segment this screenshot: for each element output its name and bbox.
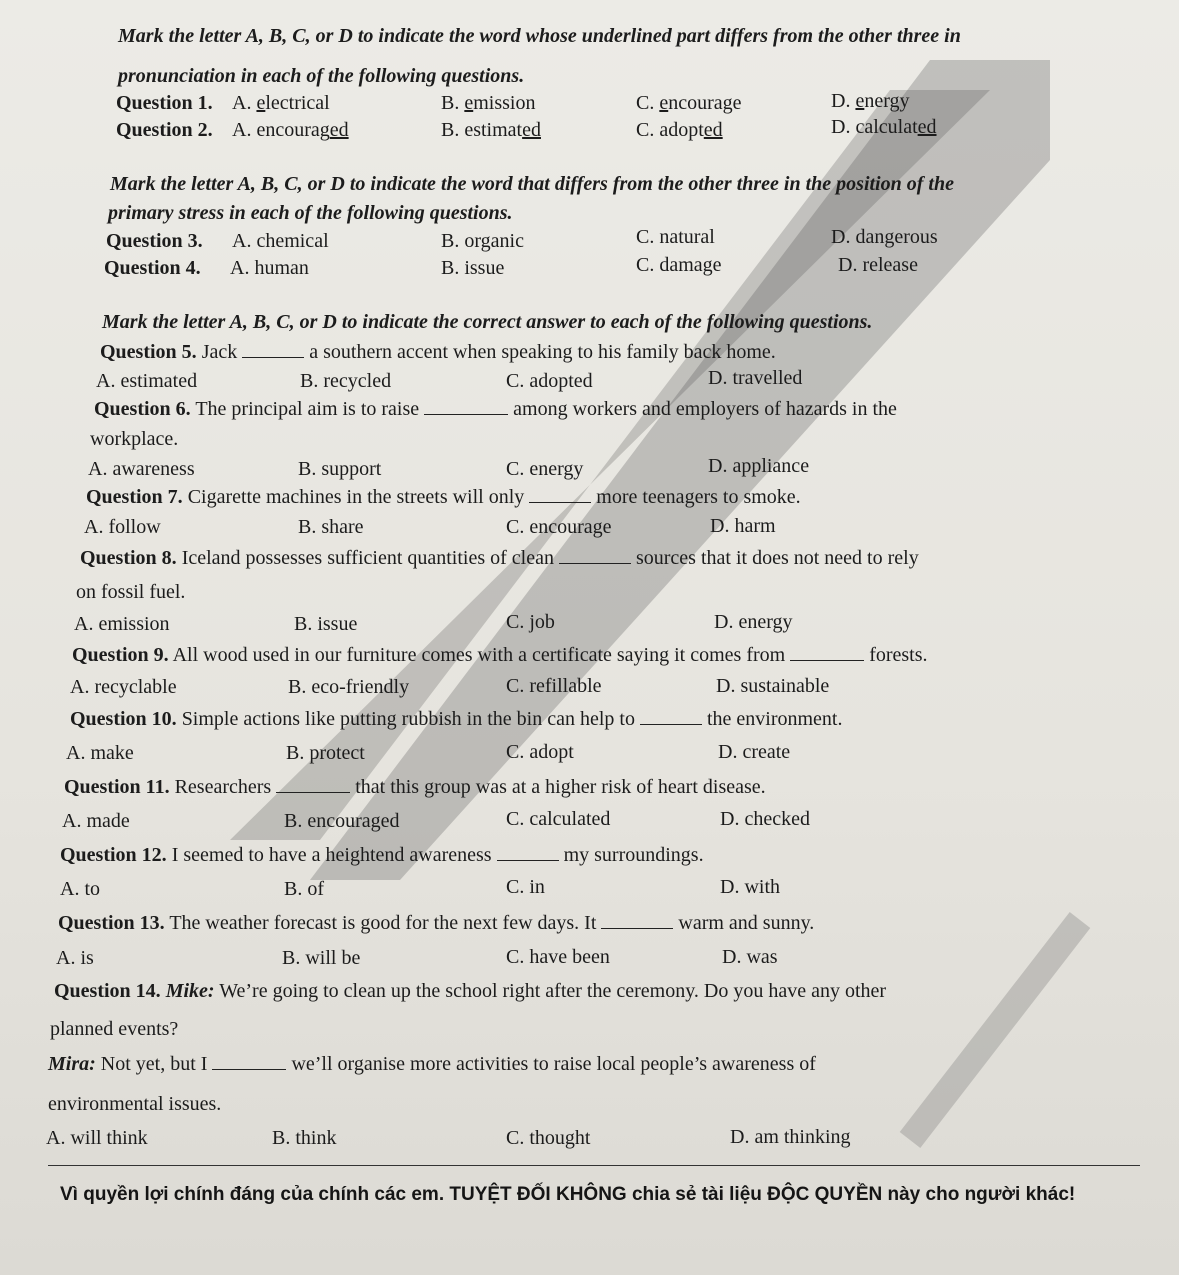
speaker-name: Mira: bbox=[48, 1053, 96, 1075]
q12-option-b: B. of bbox=[284, 878, 324, 900]
q13-option-d: D. was bbox=[722, 946, 778, 968]
q10-option-c: C. adopt bbox=[506, 741, 574, 763]
question-14-line-2: planned events? bbox=[50, 1018, 179, 1040]
q6-option-d: D. appliance bbox=[708, 455, 810, 477]
option-prefix: D. calculat bbox=[831, 116, 918, 138]
q14-option-a: A. will think bbox=[46, 1127, 148, 1149]
q13-option-a: A. is bbox=[56, 947, 94, 969]
q3-option-d: D. dangerous bbox=[831, 226, 938, 248]
question-6-line-2: workplace. bbox=[90, 428, 179, 450]
q9-option-d: D. sustainable bbox=[716, 675, 830, 697]
question-10 bbox=[70, 706, 843, 732]
underlined-part: e bbox=[256, 92, 266, 114]
instruction-stress-2: primary stress in each of the following questions. bbox=[108, 202, 513, 224]
option-prefix: B. bbox=[441, 92, 465, 114]
q7-option-b: B. share bbox=[298, 516, 364, 538]
question-text: sources that it does not need to rely bbox=[635, 547, 919, 569]
instruction-stress-1: Mark the letter A, B, C, or D to indicate the word that differs from the other three in the position of the bbox=[110, 173, 954, 195]
question-8 bbox=[80, 545, 919, 571]
footer-divider bbox=[48, 1165, 1140, 1166]
question-text: Not yet, but I bbox=[100, 1053, 208, 1075]
option-prefix: A. bbox=[232, 92, 257, 114]
q7-option-c: C. encourage bbox=[506, 516, 612, 538]
q1-option-a bbox=[232, 90, 330, 116]
q8-option-d: D. energy bbox=[714, 611, 793, 633]
underlined-part: e bbox=[464, 92, 474, 114]
question-label: Question 8. bbox=[80, 547, 177, 569]
question-text: We’re going to clean up the school right after the ceremony. Do you have any other bbox=[219, 980, 887, 1002]
q1-option-b bbox=[441, 90, 535, 116]
option-suffix: mission bbox=[473, 92, 536, 114]
question-text: All wood used in our furniture comes with a certificate saying it comes from bbox=[172, 644, 786, 666]
question-label: Question 12. bbox=[60, 844, 167, 866]
instruction-correct-answer: Mark the letter A, B, C, or D to indicate the correct answer to each of the following questions. bbox=[102, 311, 873, 333]
q7-option-a: A. follow bbox=[84, 516, 161, 538]
option-prefix: A. encourag bbox=[232, 119, 330, 141]
q3-option-c: C. natural bbox=[636, 226, 715, 248]
side-watermark bbox=[880, 900, 1100, 1160]
q6-option-b: B. support bbox=[298, 458, 382, 480]
q13-option-b: B. will be bbox=[282, 947, 361, 969]
question-text: my surroundings. bbox=[563, 844, 704, 866]
option-prefix: D. bbox=[831, 90, 856, 112]
q12-option-c: C. in bbox=[506, 876, 545, 898]
question-12 bbox=[60, 842, 704, 868]
q11-option-a: A. made bbox=[62, 810, 130, 832]
question-label: Question 1. bbox=[116, 92, 213, 114]
q14-option-c: C. thought bbox=[506, 1127, 591, 1149]
question-3 bbox=[106, 228, 203, 254]
q11-option-d: D. checked bbox=[720, 808, 810, 830]
q8-option-a: A. emission bbox=[74, 613, 170, 635]
underlined-part: ed bbox=[522, 119, 541, 141]
underlined-part: ed bbox=[703, 119, 723, 141]
option-prefix: B. estimat bbox=[441, 119, 523, 141]
question-text: a southern accent when speaking to his family back home. bbox=[309, 341, 776, 363]
answer-blank bbox=[640, 710, 702, 725]
question-label: Question 6. bbox=[94, 398, 191, 420]
q8-option-b: B. issue bbox=[294, 613, 358, 635]
q8-option-c: C. job bbox=[506, 611, 555, 633]
q10-option-d: D. create bbox=[718, 741, 791, 763]
q1-option-c bbox=[636, 90, 742, 116]
question-label: Question 14. bbox=[54, 980, 161, 1002]
q6-option-a: A. awareness bbox=[88, 458, 195, 480]
question-label: Question 13. bbox=[58, 912, 165, 934]
q5-option-b: B. recycled bbox=[300, 370, 392, 392]
question-1 bbox=[116, 90, 213, 116]
question-text: the environment. bbox=[706, 708, 843, 730]
answer-blank bbox=[242, 343, 304, 358]
q6-option-c: C. energy bbox=[506, 458, 584, 480]
question-label: Question 4. bbox=[104, 257, 201, 279]
option-prefix: C. bbox=[636, 92, 660, 114]
question-14 bbox=[54, 978, 886, 1004]
question-text: Researchers bbox=[174, 776, 272, 798]
question-label: Question 7. bbox=[86, 486, 183, 508]
instruction-pronunciation-2: pronunciation in each of the following questions. bbox=[118, 65, 525, 87]
speaker-name: Mike: bbox=[165, 980, 215, 1002]
answer-blank bbox=[497, 846, 559, 861]
question-label: Question 11. bbox=[64, 776, 170, 798]
q3-option-b: B. organic bbox=[441, 230, 524, 252]
option-prefix: C. adopt bbox=[636, 119, 704, 141]
q11-option-b: B. encouraged bbox=[284, 810, 400, 832]
q2-option-d bbox=[831, 114, 937, 140]
q4-option-d: D. release bbox=[838, 254, 918, 276]
q7-option-d: D. harm bbox=[710, 515, 776, 537]
q4-option-c: C. damage bbox=[636, 254, 722, 276]
footer-notice: Vì quyền lợi chính đáng của chính các em. TUYỆT ĐỐI KHÔNG chia sẻ tài liệu ĐỘC QUYỀN này cho người khác! bbox=[60, 1184, 1076, 1205]
question-2 bbox=[116, 117, 213, 143]
question-13 bbox=[58, 910, 814, 936]
question-text: we’ll organise more activities to raise local people’s awareness of bbox=[291, 1053, 816, 1075]
underlined-part: ed bbox=[329, 119, 349, 141]
q2-option-b bbox=[441, 117, 541, 143]
q10-option-b: B. protect bbox=[286, 742, 365, 764]
question-text: Cigarette machines in the streets will only bbox=[187, 486, 525, 508]
q3-option-a: A. chemical bbox=[232, 230, 329, 252]
answer-blank bbox=[601, 914, 673, 929]
question-14-reply-line-2: environmental issues. bbox=[48, 1093, 222, 1115]
answer-blank bbox=[559, 549, 631, 564]
q12-option-d: D. with bbox=[720, 876, 780, 898]
question-label: Question 3. bbox=[106, 230, 203, 252]
underlined-part: ed bbox=[917, 116, 937, 138]
question-text: Iceland possesses sufficient quantities of clean bbox=[181, 547, 554, 569]
question-4 bbox=[104, 255, 201, 281]
q9-option-c: C. refillable bbox=[506, 675, 602, 697]
q5-option-a: A. estimated bbox=[96, 370, 198, 392]
question-8-line-2: on fossil fuel. bbox=[76, 581, 186, 603]
q14-option-b: B. think bbox=[272, 1127, 337, 1149]
question-text: The weather forecast is good for the next few days. It bbox=[169, 912, 597, 934]
answer-blank bbox=[212, 1055, 286, 1070]
question-label: Question 2. bbox=[116, 119, 213, 141]
question-14-reply bbox=[48, 1051, 816, 1077]
q2-option-c bbox=[636, 117, 723, 143]
q13-option-c: C. have been bbox=[506, 946, 610, 968]
question-text: Jack bbox=[201, 341, 238, 363]
question-11 bbox=[64, 774, 766, 800]
underlined-part: e bbox=[659, 92, 669, 114]
question-label: Question 10. bbox=[70, 708, 177, 730]
q12-option-a: A. to bbox=[60, 878, 100, 900]
q4-option-a: A. human bbox=[230, 257, 309, 279]
q4-option-b: B. issue bbox=[441, 257, 505, 279]
question-text: warm and sunny. bbox=[678, 912, 815, 934]
question-5 bbox=[100, 339, 776, 365]
q1-option-d bbox=[831, 88, 910, 114]
q2-option-a bbox=[232, 117, 349, 143]
option-suffix: lectrical bbox=[265, 92, 330, 114]
answer-blank bbox=[790, 646, 864, 661]
q9-option-b: B. eco-friendly bbox=[288, 676, 410, 698]
question-text: forests. bbox=[869, 644, 928, 666]
q11-option-c: C. calculated bbox=[506, 808, 611, 830]
question-text: I seemed to have a heightend awareness bbox=[171, 844, 492, 866]
q9-option-a: A. recyclable bbox=[70, 676, 177, 698]
question-label: Question 9. bbox=[72, 644, 169, 666]
option-suffix: nergy bbox=[864, 90, 910, 112]
question-text: among workers and employers of hazards in the bbox=[513, 398, 897, 420]
question-text: Simple actions like putting rubbish in the bin can help to bbox=[181, 708, 635, 730]
instruction-pronunciation-1: Mark the letter A, B, C, or D to indicate the word whose underlined part differs from the other three in bbox=[118, 25, 961, 47]
underlined-part: e bbox=[855, 90, 865, 112]
question-6 bbox=[94, 396, 897, 422]
option-suffix: ncourage bbox=[668, 92, 742, 114]
q14-option-d: D. am thinking bbox=[730, 1126, 851, 1148]
q10-option-a: A. make bbox=[66, 742, 134, 764]
q5-option-d: D. travelled bbox=[708, 367, 803, 389]
question-text: that this group was at a higher risk of heart disease. bbox=[355, 776, 766, 798]
question-text: The principal aim is to raise bbox=[195, 398, 420, 420]
answer-blank bbox=[529, 488, 591, 503]
question-9 bbox=[72, 642, 928, 668]
question-7 bbox=[86, 484, 801, 510]
question-text: more teenagers to smoke. bbox=[596, 486, 801, 508]
question-label: Question 5. bbox=[100, 341, 197, 363]
answer-blank bbox=[276, 778, 350, 793]
q5-option-c: C. adopted bbox=[506, 370, 593, 392]
answer-blank bbox=[424, 400, 508, 415]
